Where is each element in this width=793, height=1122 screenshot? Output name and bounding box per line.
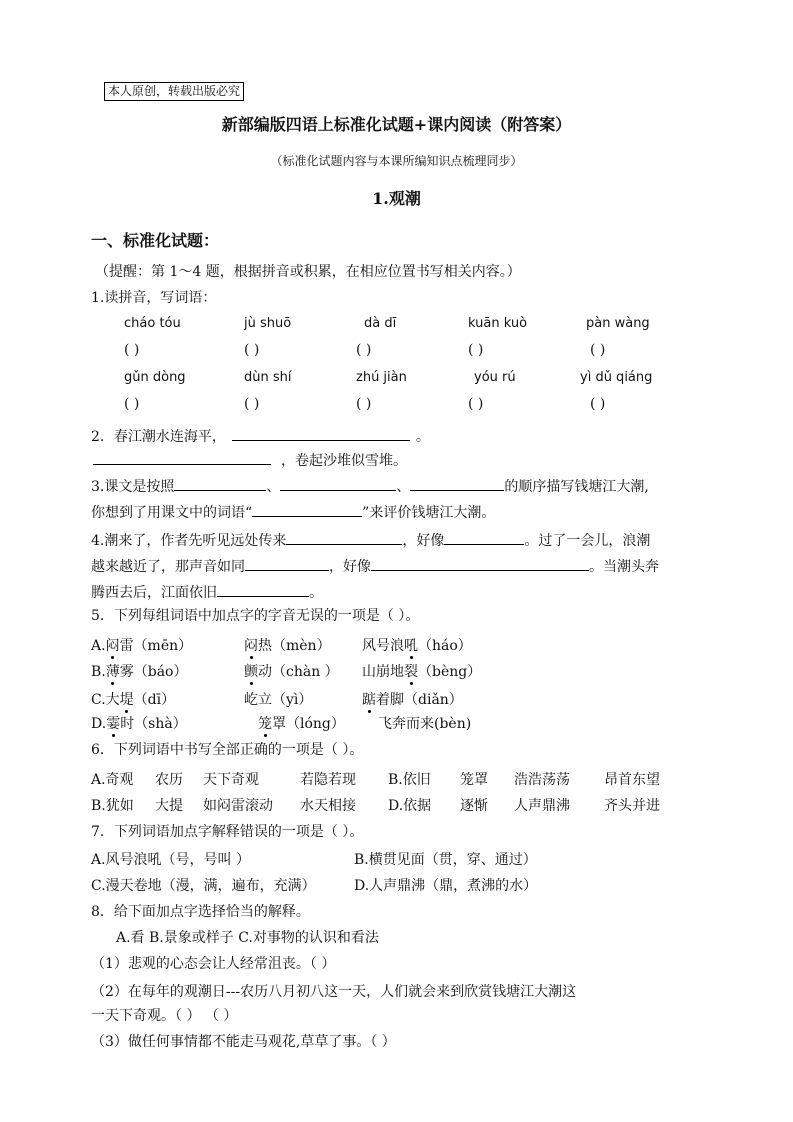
pinyin-3: dà dī bbox=[364, 316, 397, 331]
dotted-char: 裂 bbox=[404, 664, 418, 680]
answer-blank[interactable]: ( ) bbox=[590, 396, 606, 412]
answer-line[interactable] bbox=[232, 424, 410, 441]
q2-line2 bbox=[93, 448, 407, 471]
dotted-char: 堤 bbox=[119, 692, 134, 708]
q5-d-word3 bbox=[378, 714, 471, 734]
option-word: 着脚（diǎn） bbox=[376, 692, 463, 708]
option-word: 雾（báo） bbox=[119, 664, 188, 680]
dotted-char: 薄 bbox=[105, 664, 120, 680]
answer-blank[interactable]: ( ) bbox=[244, 396, 260, 412]
option-word: 立（yì） bbox=[258, 692, 313, 708]
pinyin-4: kuān kuò bbox=[468, 316, 528, 331]
answer-blank[interactable]: ( ) bbox=[590, 342, 606, 358]
q4-line1 bbox=[91, 528, 650, 551]
q4-line2 bbox=[91, 554, 659, 577]
q5-c-word2 bbox=[244, 690, 312, 710]
q4-text: 。过了一会儿，浪潮 bbox=[524, 533, 651, 549]
answer-blank[interactable]: ( ) bbox=[124, 396, 140, 412]
q8-sentence-3: （3）做任何事情都不能走马观花,草草了事。（ ） bbox=[91, 1034, 396, 1050]
answer-line[interactable] bbox=[174, 474, 266, 491]
option-word: （háo） bbox=[418, 638, 472, 654]
pinyin-1: cháo tóu bbox=[124, 316, 181, 331]
q5-option-d[interactable] bbox=[91, 714, 187, 734]
q5-option-b[interactable] bbox=[91, 662, 188, 682]
q8-stem: 8．给下面加点字选择恰当的解释。 bbox=[91, 904, 310, 920]
q2-end: 。 bbox=[415, 429, 430, 445]
answer-blank[interactable]: ( ) bbox=[356, 342, 372, 358]
pinyin-2: jù shuō bbox=[244, 316, 292, 331]
q6-word: 大提 bbox=[155, 798, 183, 814]
option-letter: B. bbox=[91, 664, 106, 680]
q3-text: ”来评价钱塘江大潮。 bbox=[362, 505, 496, 521]
lesson-title: 1.观潮 bbox=[372, 189, 421, 208]
q6-word: 逐惭 bbox=[460, 798, 488, 814]
q1-label: 1.读拼音，写词语： bbox=[91, 290, 217, 306]
q4-text: ，好像 bbox=[402, 533, 445, 549]
dotted-char: 吼 bbox=[404, 638, 418, 654]
answer-line[interactable] bbox=[371, 554, 589, 571]
option-word: 热（mèn） bbox=[258, 638, 331, 654]
option-word: A.奇观 bbox=[91, 772, 134, 788]
q4-text: 4.潮来了，作者先听见远处传来 bbox=[91, 533, 287, 549]
q6-word: 天下奇观 bbox=[203, 772, 259, 788]
separator: 、 bbox=[396, 479, 411, 495]
option-word: 飞奔而来 bbox=[378, 716, 434, 732]
q6-stem: 6．下列词语中书写全部正确的一项是（ ）。 bbox=[91, 742, 364, 758]
page-subtitle: （标准化试题内容与本课所编知识点梳理同步） bbox=[270, 154, 523, 168]
answer-line[interactable] bbox=[286, 528, 402, 545]
q4-line3 bbox=[91, 580, 323, 603]
dotted-char: 闷 bbox=[244, 638, 258, 654]
q6-word: 昂首东望 bbox=[604, 772, 660, 788]
q6-row-c[interactable] bbox=[91, 796, 134, 816]
pinyin-8: zhú jiàn bbox=[356, 370, 407, 385]
answer-line[interactable] bbox=[280, 474, 396, 491]
q7-option-a[interactable]: A.风号浪吼（号，号叫 ） bbox=[91, 852, 251, 868]
option-word: 罩（lóng） bbox=[272, 716, 345, 732]
q8-sentence-1: （1）悲观的心态会让人经常沮丧。（ ） bbox=[91, 956, 336, 972]
q6-word: 人声鼎沸 bbox=[514, 798, 570, 814]
option-letter: D. bbox=[91, 716, 107, 732]
answer-blank[interactable]: ( ) bbox=[468, 342, 484, 358]
q8-sentence-2b: 一天下奇观。（ ） （ ） bbox=[91, 1008, 238, 1024]
q5-option-c[interactable] bbox=[91, 690, 175, 710]
q7-option-c[interactable]: C.漫天卷地（漫，满，遍布，充满） bbox=[91, 878, 316, 894]
answer-blank[interactable]: ( ) bbox=[356, 396, 372, 412]
q2-text: 2．春江潮水连海平， bbox=[91, 429, 226, 445]
section-heading: 一、标准化试题： bbox=[91, 231, 220, 250]
q6-word: 齐头并进 bbox=[604, 798, 660, 814]
option-word: （bèng） bbox=[418, 664, 482, 680]
dotted-char: 霎 bbox=[106, 716, 121, 732]
page-title: 新部编版四语上标准化试题+课内阅读（附答案） bbox=[221, 115, 572, 134]
option-word: (bèn) bbox=[434, 716, 472, 732]
answer-line[interactable] bbox=[444, 528, 524, 545]
answer-line[interactable] bbox=[217, 580, 309, 597]
option-letter: C. bbox=[91, 692, 106, 708]
dotted-char: 笼 bbox=[258, 716, 272, 732]
option-word: 山崩地 bbox=[362, 664, 404, 680]
option-word: B.犹如 bbox=[91, 798, 134, 814]
q2-text2: ，卷起沙堆似雪堆。 bbox=[281, 453, 407, 469]
pinyin-5: pàn wàng bbox=[586, 316, 650, 331]
q7-stem: 7．下列词语加点字解释错误的一项是（ ）。 bbox=[91, 824, 364, 840]
q7-option-b[interactable]: B.横贯见面（贯，穿、通过） bbox=[354, 852, 537, 868]
q6-row-b[interactable] bbox=[388, 770, 431, 790]
option-word: 大 bbox=[105, 692, 120, 708]
answer-line[interactable] bbox=[252, 500, 362, 517]
dotted-char: 闷 bbox=[105, 638, 120, 654]
q3-text: 3.课文是按照 bbox=[91, 479, 175, 495]
q3-line1 bbox=[91, 474, 649, 497]
option-word: 雷（mēn） bbox=[119, 638, 193, 654]
option-word: 动（chàn ） bbox=[258, 664, 339, 680]
option-word: 时（shà） bbox=[120, 716, 187, 732]
answer-line[interactable] bbox=[410, 474, 504, 491]
q3-text: 的顺序描写钱塘江大潮, bbox=[504, 479, 649, 495]
q4-text: 。 bbox=[309, 585, 323, 601]
answer-line[interactable] bbox=[245, 554, 329, 571]
q3-line2 bbox=[91, 500, 495, 523]
separator: 、 bbox=[266, 479, 281, 495]
pinyin-9: yóu rú bbox=[474, 370, 516, 385]
pinyin-6: gǔn dòng bbox=[124, 370, 186, 385]
q8-sentence-2a: （2）在每年的观潮日---农历八月初八这一天，人们就会来到欣赏钱塘江大潮这 bbox=[91, 984, 577, 1000]
q4-text: ，好像 bbox=[329, 559, 371, 575]
q5-a-word2 bbox=[244, 636, 331, 656]
q6-word: 浩浩荡荡 bbox=[514, 772, 570, 788]
q6-word: 若隐若现 bbox=[300, 772, 356, 788]
option-word: 屹 bbox=[244, 692, 258, 708]
q5-c-word3 bbox=[362, 690, 463, 710]
option-letter: A. bbox=[91, 638, 106, 654]
q4-text: 。当潮头奔 bbox=[589, 559, 659, 575]
q5-b-word3 bbox=[362, 662, 481, 682]
q5-option-a[interactable] bbox=[91, 636, 192, 656]
pinyin-10: yì dǔ qiáng bbox=[580, 370, 653, 385]
q2-line1 bbox=[91, 424, 430, 447]
q5-stem: 5．下列每组词语中加点字的字音无误的一项是（ ）。 bbox=[91, 608, 420, 624]
reminder-text: （提醒：第 1～4 题，根据拼音或积累，在相应位置书写相关内容。） bbox=[95, 264, 521, 280]
q3-text: 你想到了用课文中的词语“ bbox=[91, 505, 253, 521]
q6-word: 水天相接 bbox=[300, 798, 356, 814]
q4-text: 腾西去后，江面依旧 bbox=[91, 585, 217, 601]
answer-blank[interactable]: ( ) bbox=[244, 342, 260, 358]
answer-blank[interactable]: ( ) bbox=[124, 342, 140, 358]
q6-row-a[interactable] bbox=[91, 770, 134, 790]
option-word: 风号浪 bbox=[362, 638, 404, 654]
q7-option-d[interactable]: D.人声鼎沸（鼎，煮沸的水） bbox=[354, 878, 538, 894]
q6-row-d[interactable] bbox=[388, 796, 431, 816]
pinyin-7: dùn shí bbox=[244, 370, 292, 385]
q4-text: 越来越近了，那声音如同 bbox=[91, 559, 245, 575]
q6-word: 笼罩 bbox=[460, 772, 488, 788]
dotted-char: 踮 bbox=[362, 692, 376, 708]
answer-line[interactable] bbox=[93, 448, 271, 465]
dotted-char: 颤 bbox=[244, 664, 258, 680]
q8-options: A.看 B.景象或样子 C.对事物的认识和看法 bbox=[116, 930, 379, 946]
option-word: （dī） bbox=[133, 692, 176, 708]
q5-d-word2 bbox=[258, 714, 345, 734]
option-word: D.依据 bbox=[388, 798, 432, 814]
q5-a-word3 bbox=[362, 636, 472, 656]
answer-blank[interactable]: ( ) bbox=[468, 396, 484, 412]
q5-b-word2 bbox=[244, 662, 339, 682]
copyright-stamp: 本人原创，转载出版必究 bbox=[104, 82, 244, 101]
q6-word: 农历 bbox=[155, 772, 183, 788]
option-word: B.依旧 bbox=[388, 772, 431, 788]
q6-word: 如闷雷滚动 bbox=[203, 798, 273, 814]
